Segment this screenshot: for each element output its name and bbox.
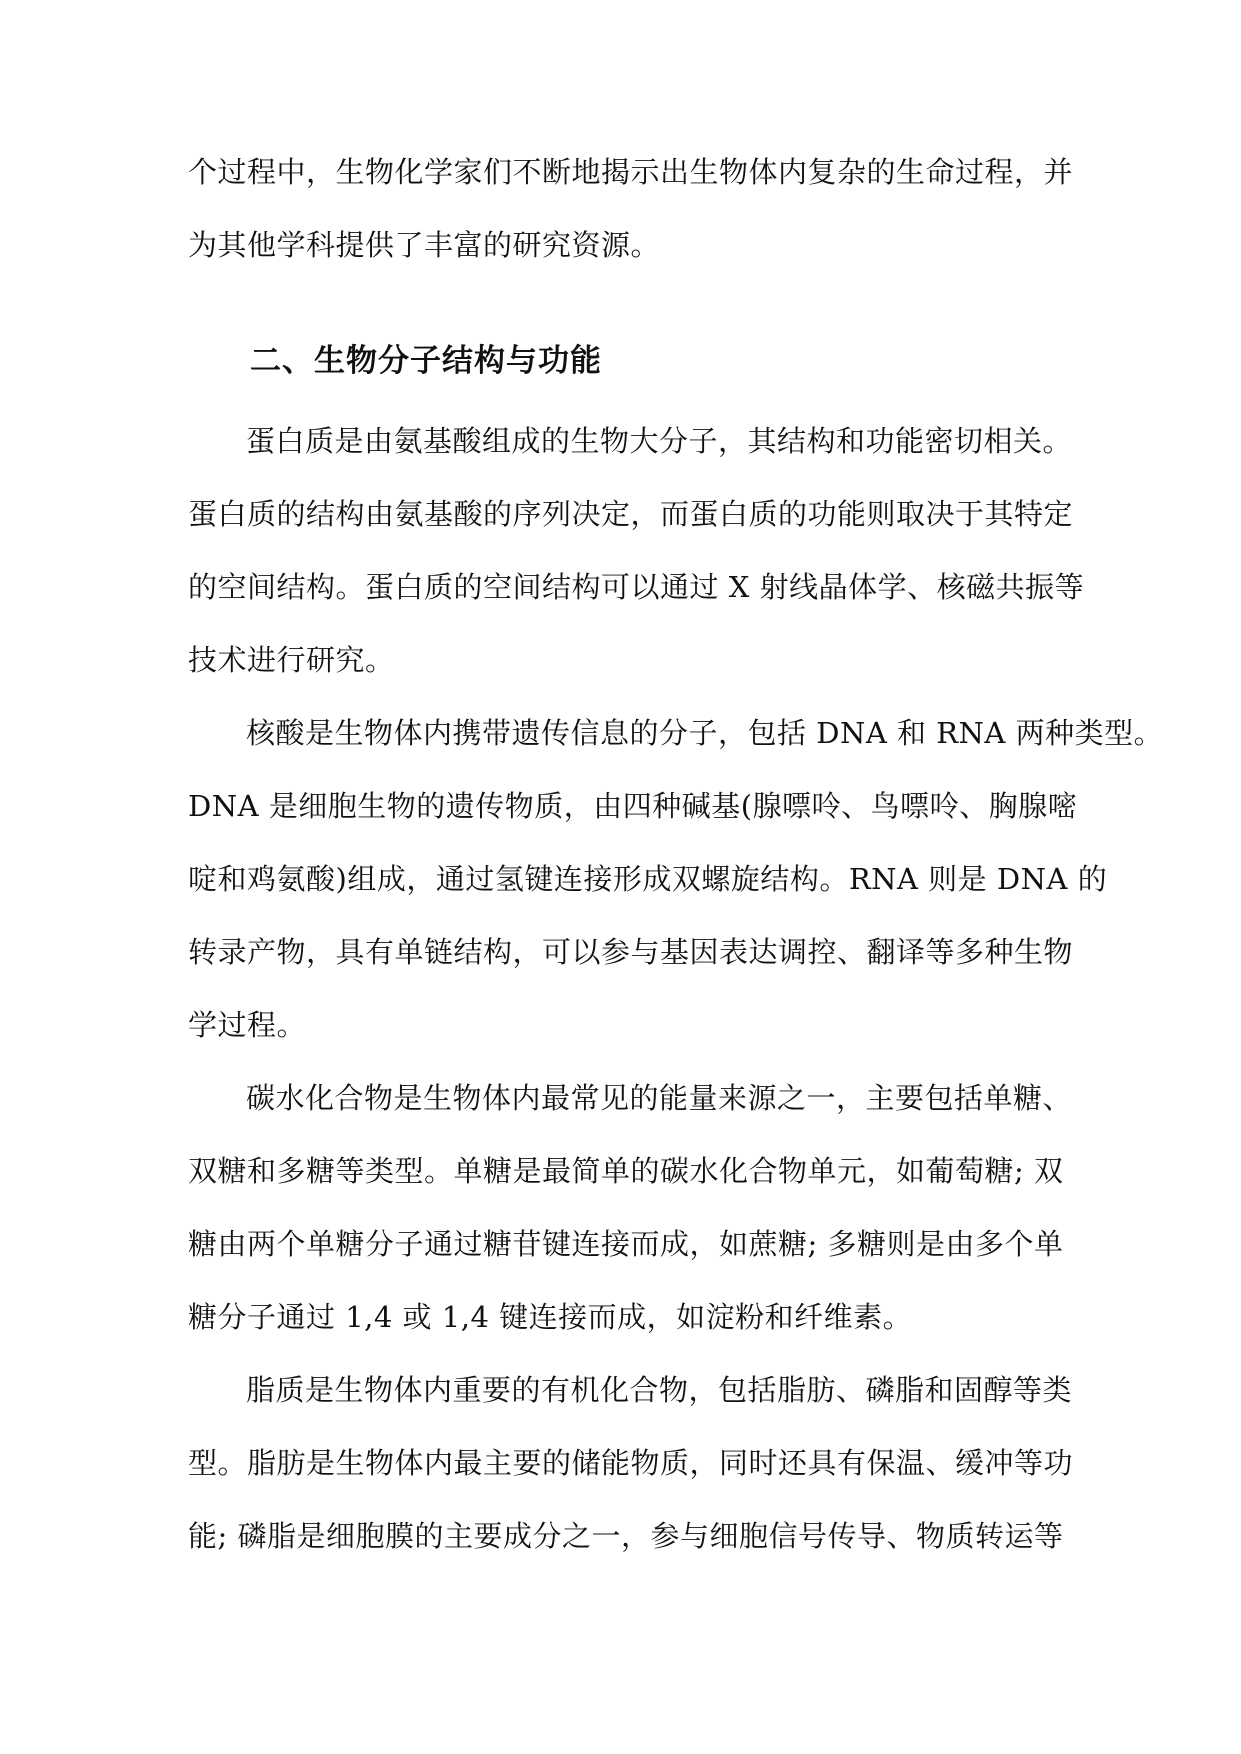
text-line: 转录产物，具有单链结构，可以参与基因表达调控、翻译等多种生物 xyxy=(188,935,1074,969)
paragraph-protein xyxy=(188,405,1085,697)
paragraph-carbohydrate xyxy=(188,1062,1073,1354)
text-line: 糖由两个单糖分子通过糖苷键连接而成，如蔗糖; 多糖则是由多个单 xyxy=(188,1227,1064,1261)
text-line: 啶和鸡氨酸)组成，通过氢键连接形成双螺旋结构。RNA 则是 DNA 的 xyxy=(188,862,1108,896)
text-line: 能; 磷脂是细胞膜的主要成分之一，参与细胞信号传导、物质转运等 xyxy=(188,1519,1064,1553)
text-line: 学过程。 xyxy=(188,1008,307,1042)
text-line: 蛋白质是由氨基酸组成的生物大分子，其结构和功能密切相关。 xyxy=(246,424,1073,458)
text-line: 技术进行研究。 xyxy=(188,643,395,677)
text-line: 为其他学科提供了丰富的研究资源。 xyxy=(188,228,661,262)
paragraph-lipid xyxy=(188,1354,1074,1573)
text-line: 型。脂肪是生物体内最主要的储能物质，同时还具有保温、缓冲等功 xyxy=(188,1446,1074,1480)
text-line: 脂质是生物体内重要的有机化合物，包括脂肪、磷脂和固醇等类 xyxy=(246,1373,1073,1407)
continuation-paragraph xyxy=(188,136,1074,282)
text-line: DNA 是细胞生物的遗传物质，由四种碱基(腺嘌呤、鸟嘌呤、胸腺嘧 xyxy=(188,789,1078,823)
text-line: 个过程中，生物化学家们不断地揭示出生物体内复杂的生命过程，并 xyxy=(188,155,1074,189)
section-heading: 二、生物分子结构与功能 xyxy=(250,343,602,379)
text-line: 核酸是生物体内携带遗传信息的分子，包括 DNA 和 RNA 两种类型。 xyxy=(246,716,1164,750)
text-line: 糖分子通过 1,4 或 1,4 键连接而成，如淀粉和纤维素。 xyxy=(188,1300,913,1334)
text-line: 碳水化合物是生物体内最常见的能量来源之一，主要包括单糖、 xyxy=(246,1081,1073,1115)
text-line: 的空间结构。蛋白质的空间结构可以通过 X 射线晶体学、核磁共振等 xyxy=(188,570,1085,604)
paragraph-nucleic-acid xyxy=(188,697,1164,1062)
section-body xyxy=(188,405,1164,1573)
text-line: 蛋白质的结构由氨基酸的序列决定，而蛋白质的功能则取决于其特定 xyxy=(188,497,1074,531)
text-line: 双糖和多糖等类型。单糖是最简单的碳水化合物单元，如葡萄糖; 双 xyxy=(188,1154,1064,1188)
